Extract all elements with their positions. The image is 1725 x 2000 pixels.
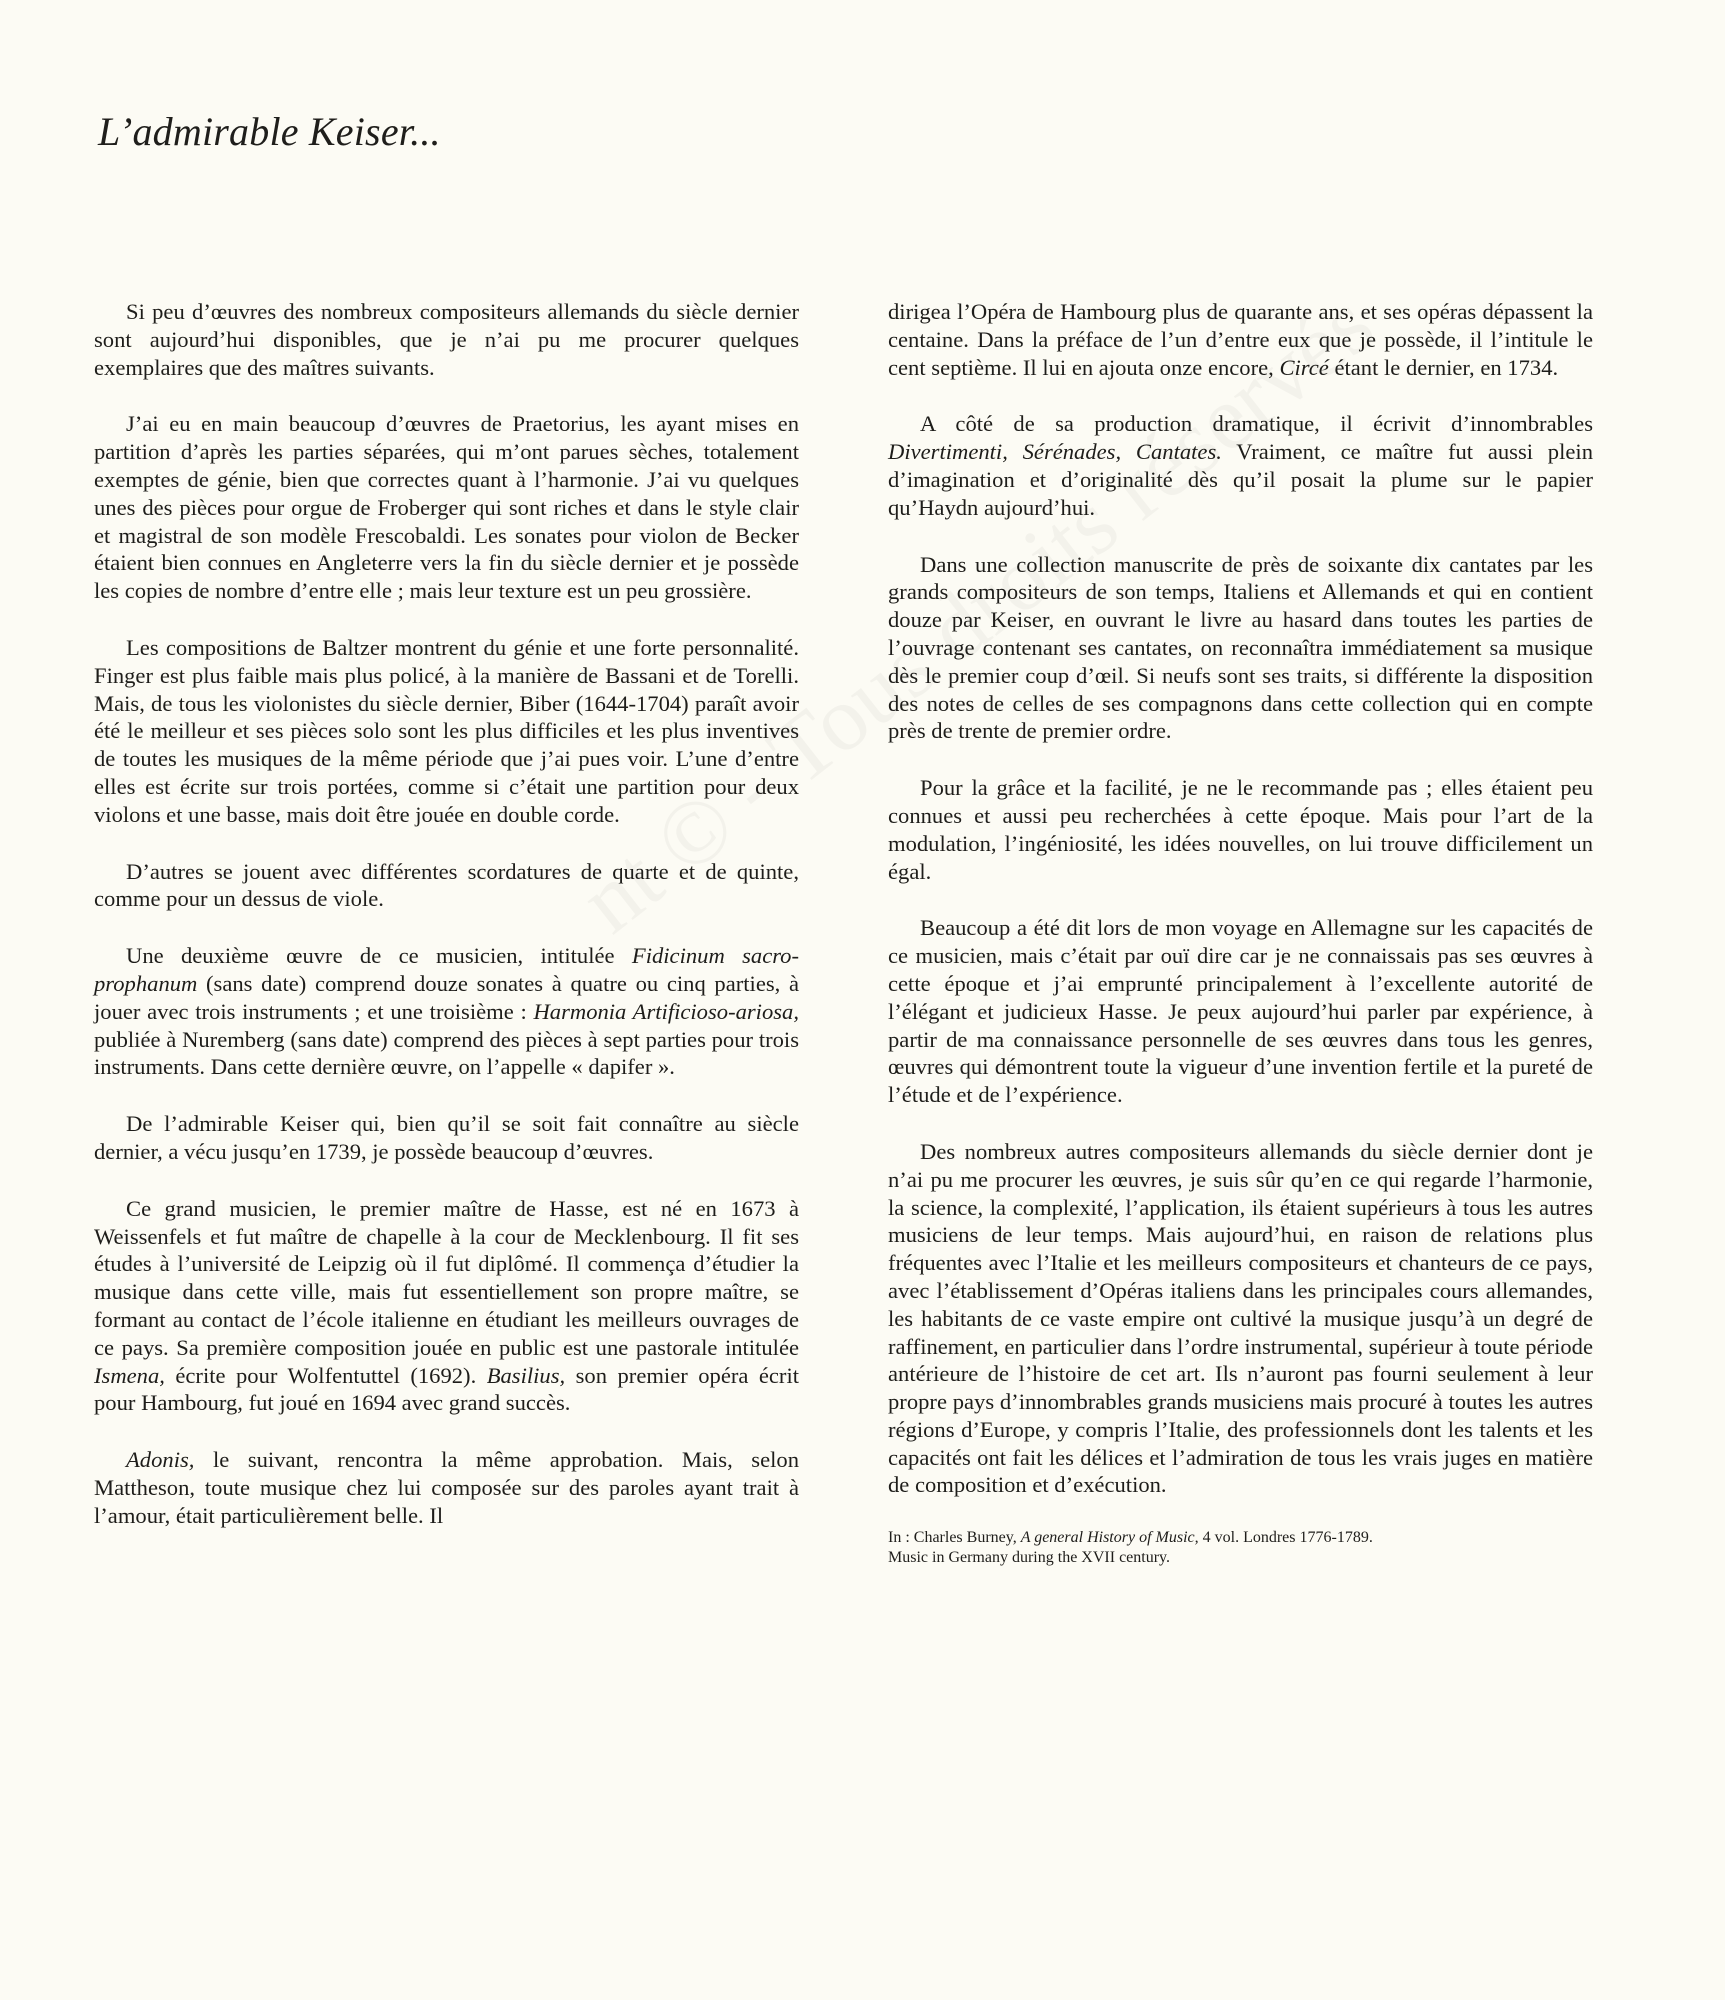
italic-text: Adonis,	[126, 1447, 195, 1473]
text-run: Si peu d’œuvres des nombreux compositeurs allemands du siècle dernier sont aujourd’hui disponibles, que je n’ai pu me procurer quelques exemplaires que des maîtres suivants.	[94, 299, 799, 380]
paragraph	[888, 410, 1593, 521]
text-run: J’ai eu en main beaucoup d’œuvres de Praetorius, les ayant mises en partition d’après les parties séparées, qui m’ont parues sèches, totalement exemptes de génie, bien que correctes quant à l’harmonie. J’ai vu quelques unes des pièces pour orgue de Froberger qui sont riches et dans le style clair et magistral de son modèle Frescobaldi. Les sonates pour violon de Becker étaient bien connues en Angleterre vers la fin du siècle dernier et je possède les copies de nombre d’entre elle ; mais leur texture est un peu grossière.	[94, 411, 799, 604]
text-run: le suivant, rencontra la même approbation. Mais, selon Mattheson, toute musique chez lui composée sur des paroles ayant trait à l’amour, était particulièrement belle. Il	[94, 1447, 799, 1528]
text-run: Une deuxième œuvre de ce musicien, intitulée	[126, 943, 632, 969]
text-run: écrite pour Wolfentuttel (1692).	[164, 1362, 487, 1388]
paragraph	[888, 551, 1593, 746]
source-prefix: In : Charles Burney,	[888, 1529, 1021, 1547]
text-run: Beaucoup a été dit lors de mon voyage en Allemagne sur les capacités de ce musicien, mais c’était par ouï dire car je ne connaissais pas ses œuvres à cette époque et j’ai emprunté principalement à l’excellente autorité de l’élégant et judicieux Hasse. Je peux aujourd’hui parler par expérience, à partir de ma connaissance personnelle de ses œuvres dans tous les genres, œuvres qui démontrent toute la vigueur d’une invention fertile et la pureté de l’étude et de l’expérience.	[888, 915, 1593, 1108]
italic-text: Fidicinum sacro-prophanum	[94, 943, 799, 996]
page-title: L’admirable Keiser...	[98, 109, 441, 154]
text-run: Dans une collection manuscrite de près de soixante dix cantates par les grands compositeurs de son temps, Italiens et Allemands et qui en contient douze par Keiser, en ouvrant le livre au hasard dans toutes les parties de l’ouvrage contenant ses cantates, on reconnaîtra immédiatement sa musique dès le premier coup d’œil. Si neufs sont ses traits, si différente la disposition des notes de celles de ses compagnons dans cette collection qui en compte près de trente de premier ordre.	[888, 551, 1593, 744]
paragraph	[94, 1195, 799, 1417]
paragraph	[94, 858, 799, 914]
text-run: Les compositions de Baltzer montrent du génie et une forte personnalité. Finger est plus faible mais plus policé, à la manière de Bassani et de Torelli. Mais, de tous les violonistes du siècle dernier, Biber (1644-1704) paraît avoir été le meilleur et ses pièces solo sont les plus difficiles et les plus inventives de toutes les musiques de la même période que j’ai pues voir. L’une d’entre elles est écrite sur trois portées, comme si c’était une partition pour deux violons et une basse, mais doit être jouée en double corde.	[94, 634, 799, 827]
paragraph	[94, 634, 799, 829]
italic-text: Basilius,	[486, 1362, 566, 1388]
italic-text: Ismena,	[94, 1362, 165, 1388]
left-text-column	[94, 298, 799, 1558]
paragraph	[888, 774, 1593, 885]
text-run: D’autres se jouent avec différentes scordatures de quarte et de quinte, comme pour un dessus de viole.	[94, 858, 799, 912]
paragraph	[888, 914, 1593, 1109]
text-run: De l’admirable Keiser qui, bien qu’il se soit fait connaître au siècle dernier, a vécu jusqu’en 1739, je possède beaucoup d’œuvres.	[94, 1111, 799, 1164]
source-line-2: Music in Germany during the XVII century.	[888, 1549, 1170, 1567]
paragraph	[888, 298, 1593, 381]
paragraph	[94, 1110, 799, 1166]
text-run: Pour la grâce et la facilité, je ne le recommande pas ; elles étaient peu connues et aussi peu recherchées à cette époque. Mais pour l’art de la modulation, l’ingéniosité, les idées nouvelles, on lui trouve difficilement un égal.	[888, 775, 1593, 884]
text-run: Ce grand musicien, le premier maître de Hasse, est né en 1673 à Weissenfels et fut maître de chapelle à la cour de Mecklenbourg. Il fit ses études à l’université de Leipzig où il fut diplômé. Il commença d’étudier la musique dans cette ville, mais fut essentiellement son propre maître, se formant au contact de l’école italienne en étudiant les meilleurs ouvrages de ce pays. Sa première composition jouée en public est une pastorale intitulée	[94, 1195, 799, 1360]
italic-text: Divertimenti, Sérénades, Cantates.	[888, 439, 1222, 465]
source-citation	[888, 1528, 1593, 1568]
italic-text: Circé	[1279, 354, 1329, 380]
paragraph	[888, 1138, 1593, 1499]
text-run: son premier opéra écrit pour Hambourg, fut joué en 1694 avec grand succès.	[94, 1362, 800, 1416]
right-column-paragraphs	[888, 298, 1593, 1499]
source-work: A general History of Music,	[1020, 1529, 1199, 1547]
paragraph	[94, 298, 799, 381]
paragraph	[94, 942, 799, 1081]
text-run: dirigea l’Opéra de Hambourg plus de quarante ans, et ses opéras dépassent la centaine. Dans la préface de l’un d’entre eux que je possède, il l’intitule le cent septième. Il lui en ajouta onze encore,	[888, 299, 1593, 380]
right-text-column	[888, 298, 1593, 1568]
text-run: publiée à Nuremberg (sans date) comprend des pièces à sept parties pour trois instruments. Dans cette dernière œuvre, on l’appelle « dapifer ».	[94, 1026, 799, 1080]
text-run: Des nombreux autres compositeurs allemands du siècle dernier dont je n’ai pu me procurer les œuvres, je suis sûr qu’en ce qui regarde l’harmonie, la science, la complexité, l’application, ils étaient supérieurs à tous les autres musiciens de leur temps. Mais aujourd’hui, en raison de relations plus fréquentes avec l’Italie et les meilleurs compositeurs et chanteurs de ce pays, avec l’établissement d’Opéras italiens dans les principales cours allemandes, les habitants de ce vaste empire ont cultivé la musique jusqu’à un degré de raffinement, en particulier dans l’ordre instrumental, supérieur à toute période antérieure de l’histoire de cet art. Ils n’auront pas fourni seulement à leur propre pays d’innombrables grands musiciens mais procuré à toutes les autres régions d’Europe, y compris l’Italie, des professionnels dont les talents et les capacités ont fait les délices et l’admiration de tous les vrais juges en matière de composition et d’exécution.	[888, 1138, 1593, 1498]
source-rest: 4 vol. Londres 1776-1789.	[1198, 1529, 1373, 1547]
paragraph	[94, 410, 799, 605]
text-run: (sans date) comprend douze sonates à quatre ou cinq parties, à jouer avec trois instruments ; et une troisième :	[94, 970, 799, 1024]
italic-text: Harmonia Artificioso-ariosa,	[533, 998, 799, 1024]
paragraph	[94, 1446, 799, 1529]
text-run: Vraiment, ce maître fut aussi plein d’imagination et d’originalité dès qu’il posait la plume sur le papier qu’Haydn aujourd’hui.	[888, 439, 1593, 520]
text-run: étant le dernier, en 1734.	[1328, 354, 1559, 380]
text-run: A côté de sa production dramatique, il écrivit d’innombrables	[920, 411, 1593, 437]
